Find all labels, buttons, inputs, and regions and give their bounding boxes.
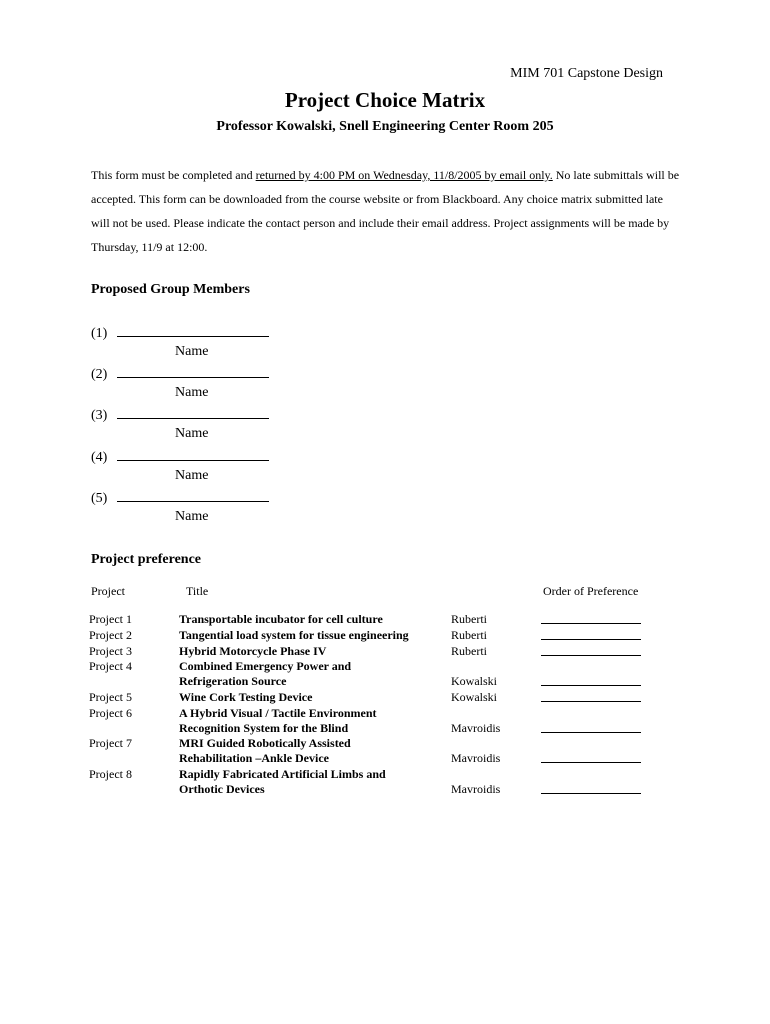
table-row [89,659,651,674]
project-id: Project 3 [89,643,132,658]
preference-blank[interactable] [541,644,641,656]
project-id: Project 4 [89,659,132,674]
project-contact: Kowalski [451,674,497,689]
project-contact: Mavroidis [451,781,501,796]
project-id: Project 2 [89,627,132,642]
table-row [89,628,651,644]
member-number: (5) [91,491,108,506]
project-contact: Kowalski [451,689,497,704]
project-title-line-1: Rapidly Fabricated Artificial Limbs and [179,766,386,781]
member-number: (4) [91,450,108,465]
member-field-2[interactable] [91,365,291,401]
preference-blank[interactable] [541,782,641,794]
table-row [89,721,651,737]
project-id: Project 1 [89,612,132,626]
table-row [89,751,651,767]
member-field-3[interactable] [91,406,291,442]
project-title-line-1: MRI Guided Robotically Assisted [179,736,351,751]
table-row [89,674,651,690]
preference-blank[interactable] [541,721,641,733]
table-row [89,767,651,782]
preference-blank[interactable] [541,751,641,763]
preference-heading: Project preference [91,552,201,567]
member-name-line[interactable] [117,406,269,419]
preference-blank[interactable] [541,690,641,702]
project-title-line-1: A Hybrid Visual / Tactile Environment [179,705,377,720]
project-contact: Ruberti [451,612,487,626]
project-id: Project 6 [89,705,132,720]
intro-paragraph [91,163,681,259]
project-title-line-2: Orthotic Devices [179,781,265,796]
member-field-1[interactable] [91,324,291,360]
project-title: Tangential load system for tissue engineering [179,627,409,642]
name-label: Name [175,509,209,524]
project-table [89,612,651,798]
column-header-project: Project [91,584,125,598]
member-name-line[interactable] [117,324,269,337]
column-header-title: Title [186,584,209,598]
member-field-5[interactable] [91,489,291,525]
project-contact: Mavroidis [451,720,501,735]
member-name-line[interactable] [117,448,269,461]
page-title: Project Choice Matrix [284,88,486,112]
project-contact: Ruberti [451,627,487,642]
preference-blank[interactable] [541,628,641,640]
project-contact: Mavroidis [451,751,501,766]
name-label: Name [175,426,209,441]
project-title-line-1: Combined Emergency Power and [179,659,352,674]
intro-text-2: No late submittals will be accepted. This form can be downloaded from the course website or from Blackboard. Any choice matrix submitted late will not be used. Please indicate the contact person and include their email address. Project assignments will be made by Thursday, 11/9 at 12:00. [91,168,680,254]
table-row [89,644,651,660]
name-label: Name [175,385,209,400]
preference-blank[interactable] [541,612,641,624]
table-row [89,782,651,798]
project-id: Project 5 [89,689,132,704]
project-title: Wine Cork Testing Device [179,689,313,704]
member-field-4[interactable] [91,448,291,484]
member-name-line[interactable] [117,365,269,378]
project-title: Hybrid Motorcycle Phase IV [179,643,327,658]
course-name: MIM 701 Capstone Design [510,66,663,81]
intro-deadline: returned by 4:00 PM on Wednesday, 11/8/2005 by email only. [255,168,553,182]
table-row [89,706,651,721]
member-number: (2) [91,367,108,382]
name-label: Name [175,344,209,359]
table-row [89,612,651,628]
project-id: Project 8 [89,766,132,781]
project-title-line-2: Recognition System for the Blind [179,720,349,735]
member-number: (3) [91,408,108,423]
table-row [89,690,651,706]
project-id: Project 7 [89,736,132,751]
project-title: Transportable incubator for cell culture [179,612,383,626]
project-title-line-2: Refrigeration Source [179,674,287,689]
intro-text-1: This form must be completed and [91,168,256,182]
table-row [89,736,651,751]
project-contact: Ruberti [451,643,487,658]
name-label: Name [175,468,209,483]
preference-blank[interactable] [541,674,641,686]
project-title-line-2: Rehabilitation –Ankle Device [179,751,329,766]
member-name-line[interactable] [117,489,269,502]
members-heading: Proposed Group Members [91,282,250,297]
member-number: (1) [91,326,108,341]
page-subtitle: Professor Kowalski, Snell Engineering Center Room 205 [216,119,554,134]
column-header-order: Order of Preference [543,584,639,598]
